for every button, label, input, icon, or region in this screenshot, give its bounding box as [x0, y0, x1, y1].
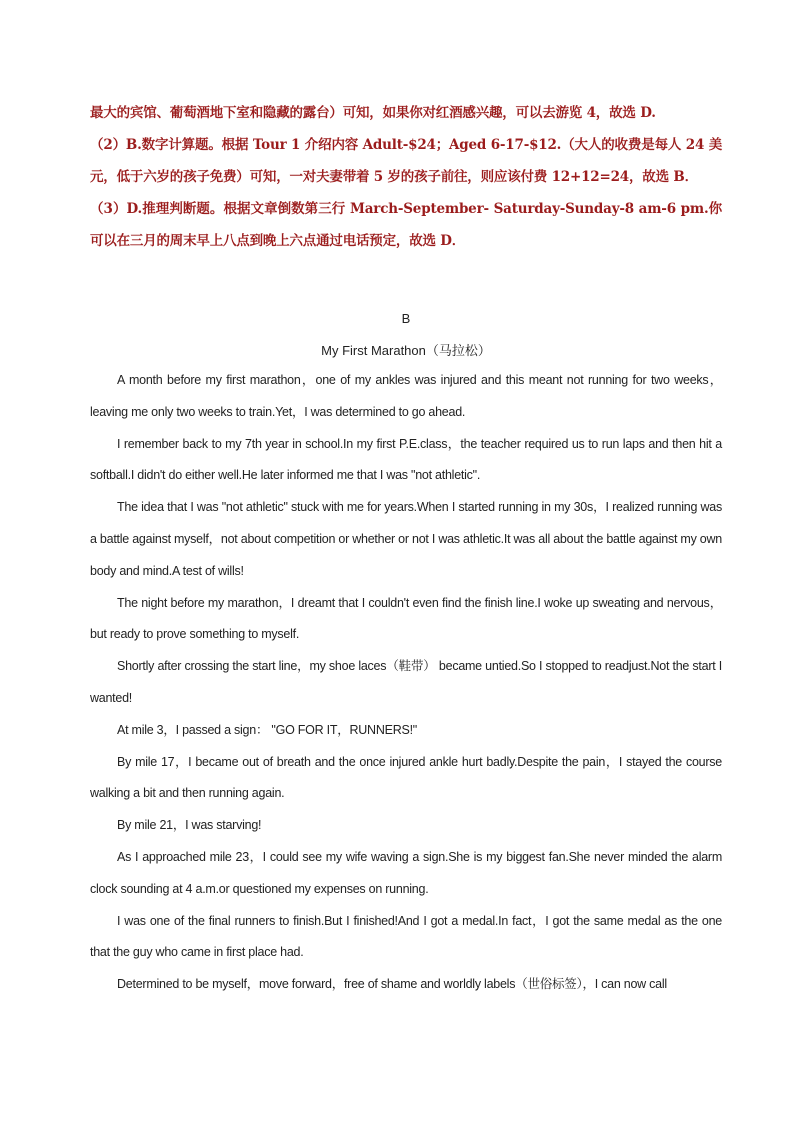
passage-paragraph: Determined to be myself，move forward，free of shame and worldly labels（世俗标签），I can now call: [117, 977, 667, 992]
passage-paragraph: The idea that I was "not athletic" stuck with me for years.When I started running in my 30s，I realized running was a battle against myself，not about competition or whether or not I was athletic.It was all about the battle against my own body and mind.A test of wills!: [90, 500, 722, 578]
section-letter: B: [401, 311, 411, 326]
passage-paragraph: Shortly after crossing the start line，my shoe laces（鞋带） became untied.So I stopped to readjust.Not the start I wanted!: [90, 659, 722, 705]
passage-paragraph: A month before my first marathon，one of my ankles was injured and this meant not running for two weeks，leaving me only two weeks to train.Yet，I was determined to go ahead.: [90, 373, 722, 419]
passage-paragraph: As I approached mile 23，I could see my wife waving a sign.She is my biggest fan.She never minded the alarm clock sounding at 4 a.m.or questioned my expenses on running.: [90, 849, 722, 896]
passage-paragraph: At mile 3，I passed a sign： "GO FOR IT，RUNNERS!": [117, 722, 417, 737]
passage-paragraph: The night before my marathon，I dreamt that I couldn't even find the finish line.I woke up sweating and nervous，but ready to prove something to myself.: [90, 595, 722, 642]
answer-line-1: 最大的宾馆、葡萄酒地下室和隐藏的露台）可知，如果你对红酒感兴趣，可以去游览 4，故选 D.: [90, 105, 656, 121]
passage-paragraph: I was one of the final runners to finish.But I finished!And I got a medal.In fact，I got the same medal as the one that the guy who came in first place had.: [90, 913, 722, 960]
answer-question-3: （3）D.推理判断题。根据文章倒数第三行 March-September- Saturday-Sunday-8 am-6 pm.你可以在三月的周末早上八点到晚上六点通过电话预定，故选 D．: [90, 201, 722, 249]
passage-paragraph: I remember back to my 7th year in school.In my first P.E.class，the teacher required us to run laps and then hit a softball.I didn't do either well.He later informed me that I was "not athletic".: [90, 436, 722, 483]
answer-question-2: （2）B.数字计算题。根据 Tour 1 介绍内容 Adult-$24；Aged 6-17-$12.（大人的收费是每人 24 美元，低于六岁的孩子免费）可知，一对夫妻带着 5 岁的孩子前往，则应该付费 12+12=24，故选 B．: [90, 137, 722, 185]
passage-paragraph: By mile 21，I was starving!: [117, 818, 262, 833]
document-page: [90, 97, 722, 1001]
passage-paragraph: By mile 17，I became out of breath and the once injured ankle hurt badly.Despite the pain，I stayed the course walking a bit and then running again.: [90, 754, 722, 801]
passage-title: My First Marathon（马拉松）: [321, 343, 491, 358]
